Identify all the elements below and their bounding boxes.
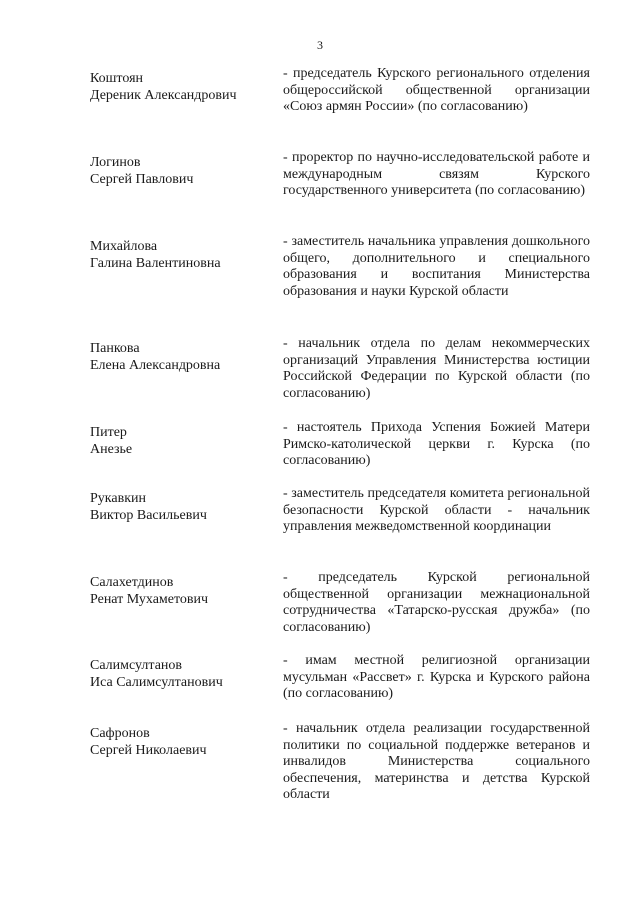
member-surname: Питер: [90, 425, 127, 440]
member-name: [90, 154, 275, 188]
member-name: [90, 725, 275, 759]
member-position: - заместитель начальника управления дошкольного общего, дополнительного и специального образования и воспитания Министерства образования и науки Курской области: [283, 234, 590, 299]
member-given-name: Сергей Павлович: [90, 172, 194, 187]
member-position: - председатель Курской региональной общественной организации межнациональной сотрудничества «Татарско-русская дружба» (по согласованию): [283, 570, 590, 635]
member-given-name: Иса Салимсултанович: [90, 675, 223, 690]
member-name: [90, 424, 275, 458]
member-given-name: Елена Александровна: [90, 358, 221, 373]
member-given-name: Виктор Васильевич: [90, 508, 207, 523]
member-surname: Сафронов: [90, 726, 150, 741]
member-surname: Коштоян: [90, 71, 144, 86]
member-name: [90, 70, 275, 104]
member-surname: Рукавкин: [90, 491, 146, 506]
member-given-name: Ренат Мухаметович: [90, 592, 209, 607]
member-position: - проректор по научно-исследовательской работе и международным связям Курского государственного университета (по согласованию): [283, 150, 590, 198]
member-name: [90, 340, 275, 374]
member-given-name: Сергей Николаевич: [90, 743, 207, 758]
member-given-name: Галина Валентиновна: [90, 256, 221, 271]
member-name: [90, 238, 275, 272]
member-surname: Логинов: [90, 155, 141, 170]
member-surname: Салимсултанов: [90, 658, 183, 673]
member-surname: Панкова: [90, 341, 140, 356]
member-position: - заместитель председателя комитета региональной безопасности Курской области - начальник управления межведомственной координации: [283, 486, 590, 534]
member-surname: Михайлова: [90, 239, 158, 254]
member-position: - имам местной религиозной организации мусульман «Рассвет» г. Курска и Курского района (по согласованию): [283, 653, 590, 701]
member-position: - настоятель Прихода Успения Божией Матери Римско-католической церкви г. Курска (по согласованию): [283, 420, 590, 468]
member-position: - начальник отдела реализации государственной политики по социальной поддержке ветеранов и инвалидов Министерства социального обеспечения, материнства и детства Курской области: [283, 721, 590, 802]
member-name: [90, 657, 275, 691]
member-name: [90, 574, 275, 608]
member-name: [90, 490, 275, 524]
member-surname: Салахетдинов: [90, 575, 174, 590]
member-position: - начальник отдела по делам некоммерческих организаций Управления Министерства юстиции Российской Федерации по Курской области (по согласованию): [283, 336, 590, 401]
page-number: 3: [317, 38, 323, 52]
member-position: - председатель Курского регионального отделения общероссийской общественной организации «Союз армян России» (по согласованию): [283, 66, 590, 114]
member-given-name: Дереник Александрович: [90, 88, 237, 103]
member-given-name: Анезье: [90, 442, 133, 457]
